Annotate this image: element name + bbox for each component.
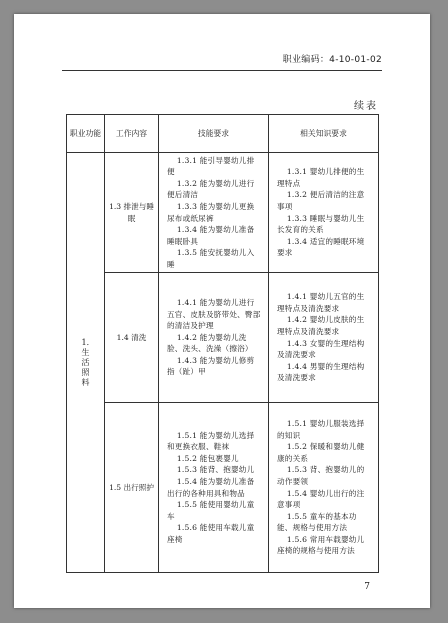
function-cell <box>67 153 105 573</box>
skill-item: 1.3.4 能为婴幼儿准备睡眠卧具 <box>167 225 255 246</box>
knowledge-item: 1.4.3 女婴的生理结构及清洗要求 <box>277 338 365 360</box>
function-label: 1．生活照料 <box>81 337 95 387</box>
table-row <box>67 153 379 273</box>
skill-item: 1.5.3 能背、抱婴幼儿 <box>176 465 255 475</box>
skill-item: 1.4.1 能为婴幼儿进行五官、皮肤及脐带处、臀部的清洁及护理 <box>167 297 261 331</box>
occupation-code: 职业编码：4-10-01-02 <box>282 55 382 65</box>
header-skills: 技能要求 <box>159 115 269 153</box>
header-function: 职业功能 <box>67 115 105 153</box>
document-page <box>14 14 430 608</box>
skills-cell <box>159 153 269 273</box>
knowledge-cell <box>269 273 379 403</box>
skill-item: 1.5.2 能包裹婴儿 <box>176 453 239 463</box>
knowledge-cell <box>269 153 379 273</box>
knowledge-item: 1.5.5 童车的基本功能、规格与使用方法 <box>277 511 357 533</box>
header-work: 工作内容 <box>105 115 159 153</box>
knowledge-cell <box>269 403 379 573</box>
skills-cell <box>159 273 269 403</box>
skill-item: 1.3.5 能安抚婴幼儿入睡 <box>167 248 255 269</box>
skill-item: 1.3.1 能引导婴幼儿排便 <box>167 155 255 177</box>
knowledge-item: 1.5.6 常用车载婴幼儿座椅的规格与使用方法 <box>277 534 365 556</box>
skills-cell <box>159 403 269 573</box>
page-number: 7 <box>364 582 370 592</box>
header-rule <box>62 70 382 71</box>
knowledge-item: 1.5.4 婴幼儿出行的注意事项 <box>277 488 365 510</box>
continued-label: 续表 <box>354 101 378 112</box>
skill-item: 1.3.2 能为婴幼儿进行便后清洁 <box>167 178 255 200</box>
skill-item: 1.5.4 能为婴幼儿准备出行的各种用具和物品 <box>167 476 255 498</box>
knowledge-item: 1.3.4 适宜的睡眠环境要求 <box>277 236 365 258</box>
knowledge-item: 1.5.1 婴幼儿服装选择的知识 <box>277 418 365 440</box>
work-cell: 1.4 清洗 <box>105 273 159 403</box>
work-cell: 1.5 出行照护 <box>105 403 159 573</box>
knowledge-item: 1.4.1 婴幼儿五官的生理特点及清洗要求 <box>277 292 365 313</box>
knowledge-item: 1.4.2 婴幼儿皮肤的生理特点及清洗要求 <box>277 315 365 336</box>
skill-item: 1.3.3 能为婴幼儿更换尿布或纸尿裤 <box>167 201 255 223</box>
skill-item: 1.4.3 能为婴幼儿修剪指（趾）甲 <box>167 355 255 377</box>
knowledge-item: 1.5.2 保暖和婴幼儿健康的关系 <box>277 442 365 463</box>
knowledge-item: 1.4.4 男婴的生理结构及清洗要求 <box>277 361 365 383</box>
skill-item: 1.5.1 能为婴幼儿选择和更换衣服、鞋袜 <box>167 430 255 452</box>
skill-item: 1.4.2 能为婴幼儿洗脸、洗头、洗澡（擦浴） <box>167 332 253 354</box>
skill-item: 1.5.6 能使用车载儿童座椅 <box>167 523 255 544</box>
skill-item: 1.5.5 能使用婴幼儿童车 <box>167 500 255 521</box>
table-header-row <box>67 115 379 153</box>
knowledge-item: 1.3.1 婴幼儿排便的生理特点 <box>277 167 365 188</box>
knowledge-item: 1.3.2 便后清洁的注意事项 <box>277 190 365 211</box>
table-row <box>67 403 379 573</box>
skills-table <box>66 114 379 573</box>
work-cell: 1.3 排泄与睡眠 <box>105 153 159 273</box>
knowledge-item: 1.3.3 睡眠与婴幼儿生长发育的关系 <box>277 213 365 235</box>
header-knowledge: 相关知识要求 <box>269 115 379 153</box>
knowledge-item: 1.5.3 背、抱婴幼儿的动作要领 <box>277 465 365 486</box>
table-row <box>67 273 379 403</box>
